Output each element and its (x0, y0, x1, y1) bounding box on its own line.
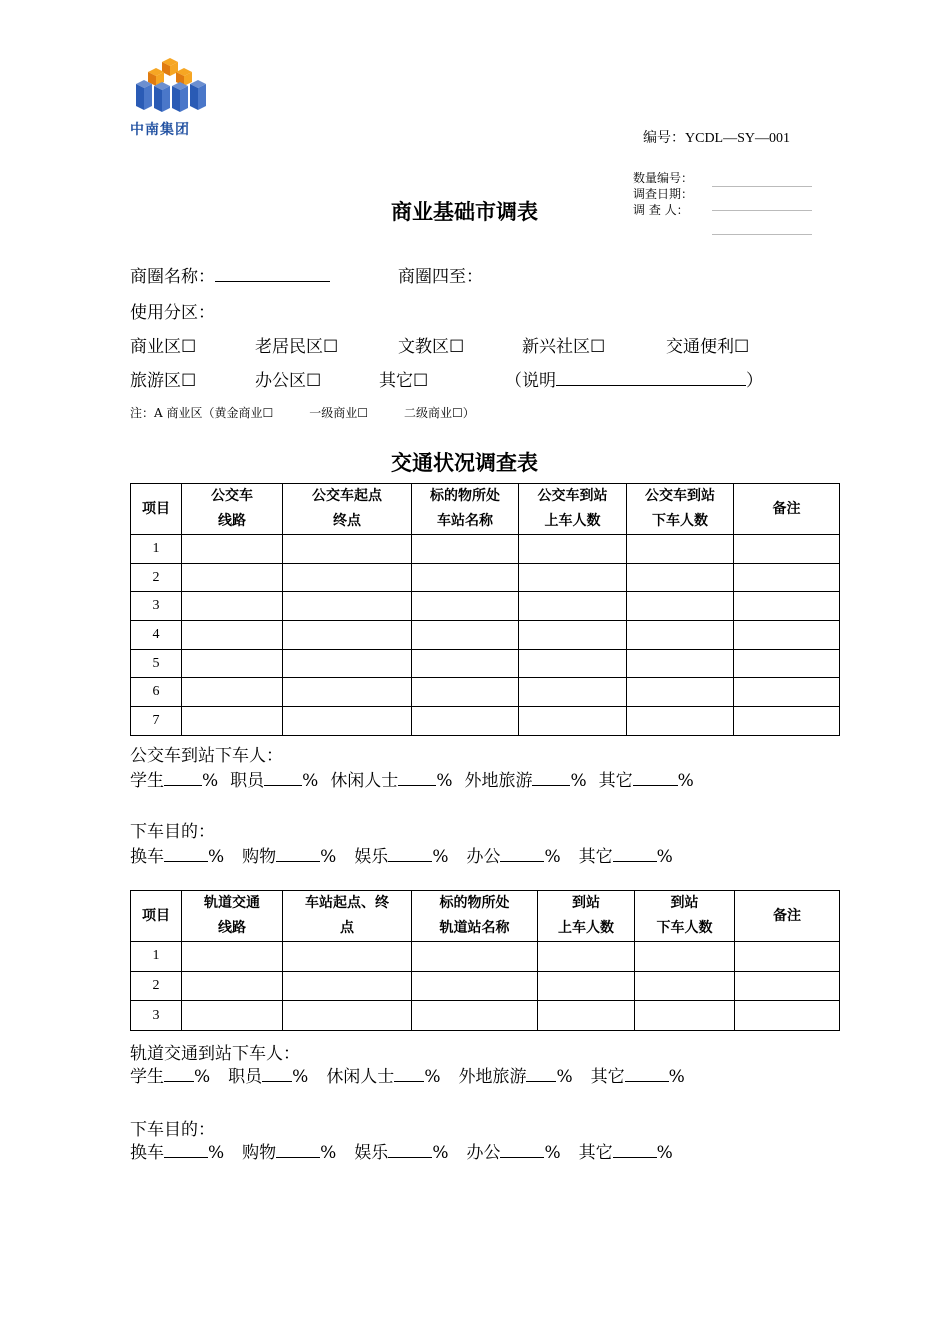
form-title: 商业基础市调表 (391, 200, 538, 224)
bus-table-cell[interactable] (627, 535, 734, 564)
district-bounds-label: 商圈四至： (398, 267, 483, 287)
bus_purpose-item-label: 购物 (242, 847, 277, 867)
bus-table-cell[interactable] (283, 535, 412, 564)
bus_passengers-item-label: 职员 (230, 771, 265, 791)
bus-row-number: 3 (131, 592, 182, 621)
bus_purpose-item-label: 娱乐 (354, 847, 389, 867)
meta-quantity-field[interactable] (712, 186, 812, 187)
rail_passengers-percent-sign: % (668, 1067, 685, 1087)
rail-header-text: 车站起点、终 (305, 895, 389, 911)
rail-header-cell (182, 891, 283, 942)
rail-purpose-label: 下车目的： (130, 1120, 215, 1140)
rail-header-text: 轨道交通 (204, 895, 260, 911)
table-row (131, 592, 840, 621)
rail-header-cell (538, 891, 635, 942)
bus-table-cell[interactable] (412, 621, 519, 650)
table-row (131, 971, 840, 1001)
zone-label: 使用分区： (130, 303, 215, 323)
zone-commercial[interactable]: 商业区☐ (130, 337, 197, 357)
bus-header-cell (734, 484, 840, 535)
bus_passengers-percent-sign: % (677, 771, 694, 791)
bus_passengers-item-label: 学生 (130, 771, 164, 791)
logo-text: 中南集团 (130, 122, 190, 138)
table-row (131, 535, 840, 564)
meta-date-field[interactable] (712, 210, 812, 211)
bus_purpose-blank-field[interactable] (613, 845, 657, 862)
rail-header-text: 备注 (773, 907, 801, 924)
zone-other[interactable]: 其它☐ (379, 371, 429, 391)
bus_purpose-percent-sign: % (656, 847, 673, 867)
bus-table-cell[interactable] (734, 707, 840, 736)
bus-header-text: 公交车 (211, 488, 253, 504)
bus-table-cell[interactable] (519, 535, 627, 564)
rail_passengers-blank-field[interactable] (394, 1065, 424, 1082)
company-logo (134, 56, 210, 116)
bus-table-cell[interactable] (412, 649, 519, 678)
rail-header-text: 上车人数 (558, 920, 614, 936)
rail_purpose-blank-field[interactable] (388, 1141, 432, 1158)
table-row (131, 621, 840, 650)
bus-header-text: 终点 (333, 513, 361, 529)
zone-transport[interactable]: 交通便利☐ (666, 337, 750, 357)
bus_purpose-percent-sign: % (208, 847, 225, 867)
bus_passengers-item-label: 外地旅游 (464, 771, 533, 791)
rail_passengers-blank-field[interactable] (526, 1065, 556, 1082)
zone-new-community[interactable]: 新兴社区☐ (522, 337, 606, 357)
table-row (131, 649, 840, 678)
bus-table-cell[interactable] (734, 535, 840, 564)
bus-table-cell[interactable] (182, 707, 283, 736)
bus_purpose-blank-field[interactable] (276, 845, 320, 862)
bus_passengers-percent-sign: % (202, 771, 219, 791)
bus_purpose-blank-field[interactable] (500, 845, 544, 862)
rail-table-cell[interactable] (735, 942, 840, 972)
rail-table-cell[interactable] (182, 971, 283, 1001)
bus-table-cell[interactable] (412, 707, 519, 736)
rail_passengers-percent-sign: % (424, 1067, 441, 1087)
bus-table-cell[interactable] (519, 563, 627, 592)
rail_passengers-percent-sign: % (292, 1067, 309, 1087)
rail-table-cell[interactable] (635, 971, 735, 1001)
bus_purpose-percent-sign: % (432, 847, 449, 867)
meta-surveyor-label: 调 查 人： (633, 203, 689, 217)
bus-header-cell (182, 484, 283, 535)
bus-table-cell[interactable] (182, 649, 283, 678)
bus-header-cell (283, 484, 412, 535)
rail_passengers-item-label: 外地旅游 (458, 1067, 527, 1087)
document-number: 编号：YCDL—SY—001 (643, 131, 791, 146)
explain-field[interactable] (556, 368, 746, 386)
zone-explain-row (505, 366, 763, 391)
bus-header-text: 上车人数 (544, 513, 601, 529)
bus-table-cell[interactable] (182, 535, 283, 564)
explain-close: ） (746, 371, 763, 391)
bus_passengers-item-label: 其它 (598, 771, 633, 791)
table-row (131, 942, 840, 972)
table-row (131, 563, 840, 592)
rail-header-text: 标的物所处 (439, 895, 510, 911)
district-name-label: 商圈名称： (130, 267, 215, 287)
bus-table-cell[interactable] (519, 707, 627, 736)
bus-table-cell[interactable] (283, 621, 412, 650)
rail_purpose-blank-field[interactable] (613, 1141, 657, 1158)
zone-office[interactable]: 办公区☐ (255, 371, 322, 391)
rail-table-cell[interactable] (538, 942, 635, 972)
bus-table-cell[interactable] (519, 678, 627, 707)
bus-table-cell[interactable] (519, 621, 627, 650)
bus-purpose-label: 下车目的： (130, 822, 215, 842)
bus_passengers-blank-field[interactable] (264, 769, 302, 786)
bus-table-cell[interactable] (412, 678, 519, 707)
bus-table-cell[interactable] (627, 592, 734, 621)
bus-table-cell[interactable] (734, 678, 840, 707)
bus-header-text: 车站名称 (437, 513, 493, 529)
meta-date-label: 调查日期： (633, 187, 694, 201)
rail-row-number: 3 (131, 1001, 182, 1031)
rail_purpose-item-label: 办公 (466, 1143, 501, 1163)
rail-table-cell[interactable] (412, 942, 538, 972)
bus-row-number: 4 (131, 621, 182, 650)
rail_purpose-percent-sign: % (320, 1143, 337, 1163)
bus-table-cell[interactable] (627, 707, 734, 736)
bus-table-cell[interactable] (519, 649, 627, 678)
bus-table-cell[interactable] (734, 649, 840, 678)
rail_purpose-percent-sign: % (656, 1143, 673, 1163)
bus-table-cell[interactable] (734, 592, 840, 621)
rail-row-number: 1 (131, 942, 182, 972)
table-row (131, 1001, 840, 1031)
district-name-field[interactable] (215, 264, 330, 282)
table-row (131, 678, 840, 707)
bus_passengers-percent-sign: % (302, 771, 319, 791)
rail_passengers-item-label: 学生 (130, 1067, 164, 1087)
rail-header-cell (283, 891, 412, 942)
bus-header-text: 备注 (772, 500, 801, 517)
rail_purpose-blank-field[interactable] (276, 1141, 320, 1158)
rail-table-cell[interactable] (735, 1001, 840, 1031)
bus-table-cell[interactable] (182, 563, 283, 592)
bus-table-cell[interactable] (182, 678, 283, 707)
bus-header-cell (412, 484, 519, 535)
bus_purpose-blank-field[interactable] (388, 845, 432, 862)
rail-table-cell[interactable] (182, 942, 283, 972)
rail-table-cell[interactable] (635, 1001, 735, 1031)
bus_purpose-percent-sign: % (320, 847, 337, 867)
rail_purpose-item-label: 换车 (130, 1143, 164, 1163)
rail-header-cell (131, 891, 182, 942)
rail_purpose-blank-field[interactable] (164, 1141, 208, 1158)
rail-table-cell[interactable] (735, 971, 840, 1001)
rail-table-header (131, 891, 840, 942)
rail-header-text: 点 (340, 920, 354, 936)
bus-table-cell[interactable] (627, 678, 734, 707)
bus-table-cell[interactable] (734, 621, 840, 650)
rail_passengers-blank-field[interactable] (262, 1065, 292, 1082)
rail-table-cell[interactable] (283, 971, 412, 1001)
rail-header-text: 到站 (572, 895, 600, 911)
rail-passengers-row (130, 1062, 685, 1087)
bus-header-text: 公交车起点 (312, 488, 382, 504)
bus_passengers-blank-field[interactable] (633, 769, 678, 786)
meta-surveyor-field[interactable] (712, 234, 812, 235)
bus-table-cell[interactable] (182, 592, 283, 621)
rail-header-text: 下车人数 (656, 920, 713, 936)
bus_passengers-blank-field[interactable] (164, 769, 202, 786)
bus-header-text: 公交车到站 (645, 488, 715, 504)
rail-header-text: 轨道站名称 (439, 920, 510, 936)
bus-header-cell (519, 484, 627, 535)
table-row (131, 707, 840, 736)
rail_passengers-blank-field[interactable] (164, 1065, 194, 1082)
bus_passengers-blank-field[interactable] (398, 769, 436, 786)
rail-row-number: 2 (131, 971, 182, 1001)
bus-table-cell[interactable] (627, 649, 734, 678)
bus-header-text: 公交车到站 (537, 488, 608, 504)
bus-header-text: 下车人数 (652, 513, 708, 529)
rail-table-cell[interactable] (283, 1001, 412, 1031)
rail-table-cell[interactable] (635, 942, 735, 972)
bus-passengers-row (130, 766, 694, 791)
rail-table-cell[interactable] (182, 1001, 283, 1031)
bus-table-header (131, 484, 840, 535)
bus-table-cell[interactable] (182, 621, 283, 650)
rail-header-cell (635, 891, 735, 942)
rail_purpose-percent-sign: % (208, 1143, 225, 1163)
bus-row-number: 6 (131, 678, 182, 707)
meta-quantity-label: 数量编号： (633, 171, 694, 185)
bus-table-cell[interactable] (283, 563, 412, 592)
bus-table-cell[interactable] (412, 563, 519, 592)
zone-tourism[interactable]: 旅游区☐ (130, 371, 197, 391)
bus-table-cell[interactable] (412, 592, 519, 621)
bus-table (130, 483, 840, 736)
bus-row-number: 1 (131, 535, 182, 564)
rail_purpose-percent-sign: % (432, 1143, 449, 1163)
rail-table-cell[interactable] (412, 971, 538, 1001)
bus_passengers-percent-sign: % (570, 771, 587, 791)
rail-table-cell[interactable] (283, 942, 412, 972)
bus-header-cell (131, 484, 182, 535)
rail_purpose-item-label: 购物 (242, 1143, 277, 1163)
rail-table (130, 890, 840, 1031)
rail-purpose-row (130, 1138, 673, 1163)
note-golden[interactable]: 注：A 商业区（黄金商业☐ (130, 406, 274, 420)
rail-header-text: 线路 (218, 920, 246, 936)
rail-header-cell (412, 891, 538, 942)
rail-header-cell (735, 891, 840, 942)
rail-header-text: 到站 (670, 895, 699, 911)
bus-header-text: 线路 (218, 513, 246, 529)
bus-table-cell[interactable] (734, 563, 840, 592)
bus_purpose-percent-sign: % (544, 847, 561, 867)
bus_purpose-item-label: 办公 (466, 847, 501, 867)
bus-table-cell[interactable] (283, 707, 412, 736)
bus-header-cell (627, 484, 734, 535)
explain-open: （说明 (505, 371, 556, 391)
rail-table-cell[interactable] (412, 1001, 538, 1031)
rail-table-cell[interactable] (538, 971, 635, 1001)
bus_passengers-blank-field[interactable] (532, 769, 570, 786)
rail_passengers-item-label: 其它 (590, 1067, 625, 1087)
zone-education[interactable]: 文教区☐ (398, 337, 465, 357)
bus-table-cell[interactable] (627, 621, 734, 650)
rail-passengers-label: 轨道交通到站下车人： (130, 1044, 300, 1064)
bus-header-text: 标的物所处 (430, 488, 500, 504)
bus-row-number: 2 (131, 563, 182, 592)
rail_purpose-item-label: 其它 (578, 1143, 613, 1163)
note-level2[interactable]: 二级商业☐） (404, 406, 475, 420)
rail-table-cell[interactable] (538, 1001, 635, 1031)
rail_purpose-percent-sign: % (544, 1143, 561, 1163)
bus_purpose-blank-field[interactable] (164, 845, 208, 862)
rail_purpose-blank-field[interactable] (500, 1141, 544, 1158)
bus-table-cell[interactable] (519, 592, 627, 621)
district-name-row (130, 262, 330, 287)
bus_passengers-percent-sign: % (436, 771, 453, 791)
bus-row-number: 5 (131, 649, 182, 678)
bus_purpose-item-label: 换车 (130, 847, 164, 867)
bus-table-cell[interactable] (412, 535, 519, 564)
bus-row-number: 7 (131, 707, 182, 736)
survey-meta (633, 170, 693, 218)
commercial-note (130, 404, 511, 421)
bus-table-cell[interactable] (627, 563, 734, 592)
bus-table-cell[interactable] (283, 649, 412, 678)
rail_passengers-blank-field[interactable] (625, 1065, 669, 1082)
bus-table-cell[interactable] (283, 592, 412, 621)
rail_passengers-percent-sign: % (194, 1067, 211, 1087)
bus-table-cell[interactable] (283, 678, 412, 707)
bus-header-text: 项目 (142, 500, 170, 517)
bus-passengers-label: 公交车到站下车人： (130, 746, 283, 766)
zone-old-residential[interactable]: 老居民区☐ (255, 337, 339, 357)
rail_purpose-item-label: 娱乐 (354, 1143, 389, 1163)
rail-header-text: 项目 (142, 907, 170, 924)
rail_passengers-percent-sign: % (556, 1067, 573, 1087)
note-level1[interactable]: 一级商业☐ (309, 406, 369, 420)
bus_purpose-item-label: 其它 (578, 847, 613, 867)
traffic-title: 交通状况调查表 (391, 451, 538, 475)
rail_passengers-item-label: 休闲人士 (326, 1067, 395, 1087)
bus_passengers-item-label: 休闲人士 (330, 771, 399, 791)
bus-purpose-row (130, 842, 673, 867)
rail_passengers-item-label: 职员 (228, 1067, 263, 1087)
